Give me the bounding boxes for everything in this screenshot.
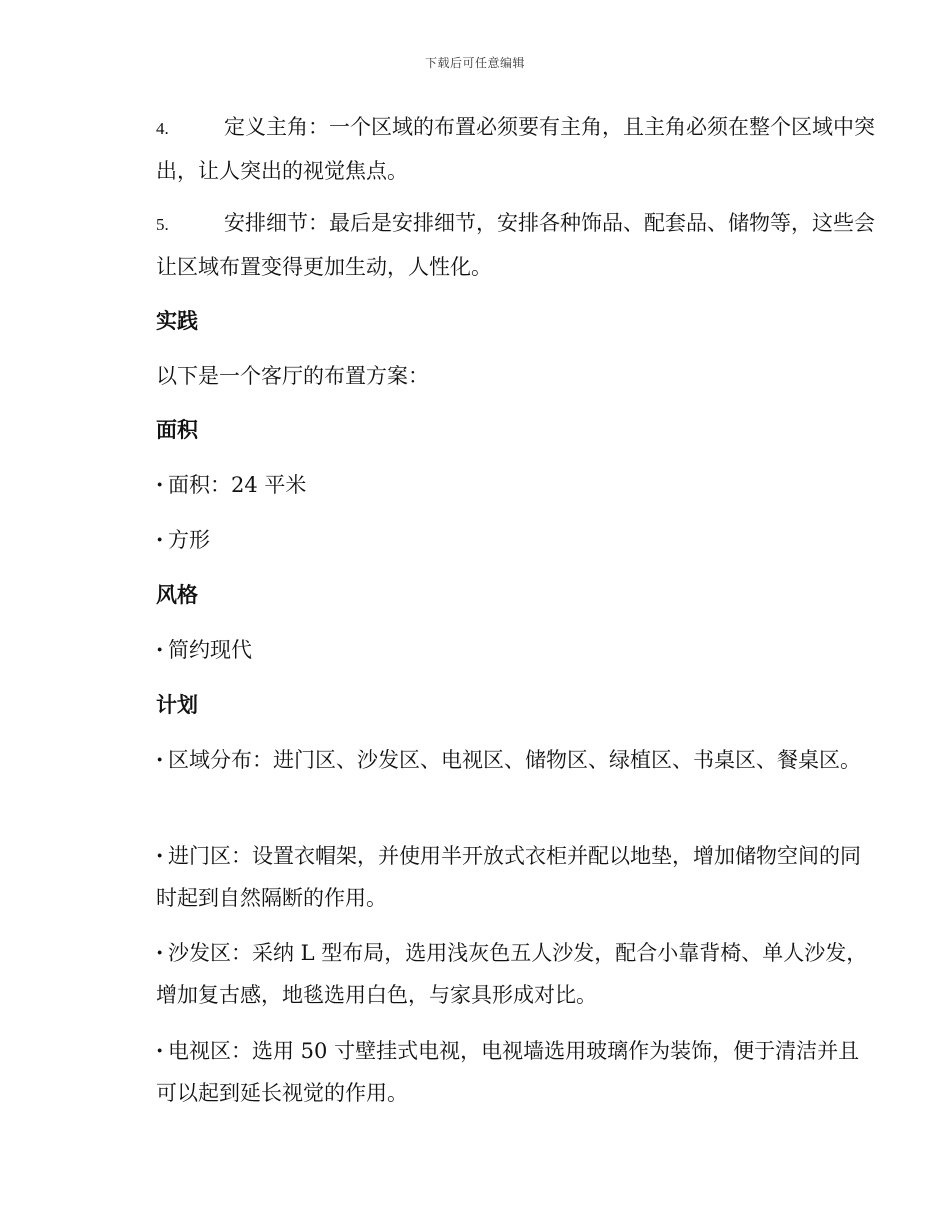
section-heading-area: 面积 [156, 418, 198, 442]
bullet-text: 面积：24 平米 [168, 473, 307, 497]
intro-paragraph: 以下是一个客厅的布置方案： [156, 364, 429, 388]
bullet-text: 沙发区：采纳 L 型布局，选用浅灰色五人沙发，配合小靠背椅、单人沙发，增加复古感，地毯选用白色，与家具形成对比。 [156, 941, 868, 1007]
bullet-dot-icon: · [156, 747, 164, 772]
bullet-text: 方形 [168, 528, 210, 552]
bullet-item [112, 739, 878, 781]
bullet-text: 简约现代 [168, 638, 252, 662]
item-text: 安排细节：最后是安排细节，安排各种饰品、配套品、储物等，这些会让区域布置变得更加生动，人性化。 [156, 211, 875, 279]
numbered-item-4 [112, 106, 878, 192]
bullet-item [112, 464, 878, 506]
item-number: 4. [156, 119, 169, 138]
bullet-item [112, 1030, 878, 1114]
bullet-dot-icon: · [156, 637, 164, 662]
bullet-text: 电视区：选用 50 寸壁挂式电视，电视墙选用玻璃作为装饰，便于清洁并且可以起到延长视觉的作用。 [156, 1039, 860, 1105]
item-number: 5. [156, 215, 169, 234]
bullet-item [112, 835, 878, 919]
bullet-dot-icon: · [156, 1038, 164, 1063]
bullet-item [112, 932, 878, 1016]
bullet-dot-icon: · [156, 472, 164, 497]
bullet-dot-icon: · [156, 843, 164, 868]
numbered-item-5 [112, 202, 878, 288]
section-heading-style: 风格 [156, 583, 198, 607]
bullet-text: 区域分布：进门区、沙发区、电视区、储物区、绿植区、书桌区、餐桌区。 [168, 748, 861, 772]
bullet-dot-icon: · [156, 940, 164, 965]
page-header-note: 下载后可任意编辑 [424, 56, 525, 70]
section-heading-practice: 实践 [156, 309, 198, 333]
bullet-item [112, 519, 878, 561]
bullet-text: 进门区：设置衣帽架，并使用半开放式衣柜并配以地垫，增加储物空间的同时起到自然隔断的作用。 [156, 844, 861, 910]
bullet-dot-icon: · [156, 527, 164, 552]
item-text: 定义主角：一个区域的布置必须要有主角，且主角必须在整个区域中突出，让人突出的视觉焦点。 [156, 115, 875, 183]
section-heading-plan: 计划 [156, 693, 198, 717]
bullet-item [112, 629, 878, 671]
